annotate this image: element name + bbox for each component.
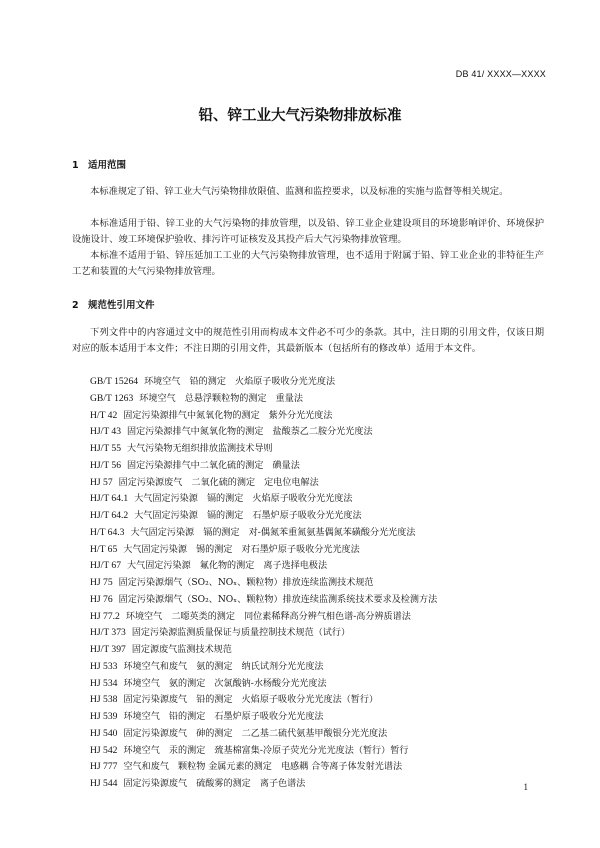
reference-title: 固定污染源排气中二氧化硫的测定 碘量法 <box>127 460 300 471</box>
document-title: 铅、锌工业大气污染物排放标准 <box>198 108 402 124</box>
reference-title: 环境空气 二噁英类的测定 同位素稀释高分辨气相色谱-高分辨质谱法 <box>125 611 411 622</box>
section-1-paragraph-1: 本标准规定了铅、锌工业大气污染物排放限值、监测和监控要求，以及标准的实施与监督等相关规定。 <box>90 186 509 197</box>
reference-code: HJ/T 43 <box>90 426 122 438</box>
section-1-title: 适用范围 <box>88 160 127 171</box>
reference-title: 环境空气 氨的测定 次氯酸钠-水杨酸分光光度法 <box>123 678 327 689</box>
reference-item <box>90 776 550 793</box>
section-1-paragraph-3: 本标准不适用于铅、锌压延加工工业的大气污染物排放管理，也不适用于附属于铅、锌工业企业的非特征生产工艺和装置的大气污染物排放管理。 <box>72 250 544 278</box>
reference-code: HJ 57 <box>90 476 113 488</box>
reference-title: 固定污染源废气 铅的测定 火焰原子吸收分光光度法（暂行） <box>123 695 379 706</box>
reference-code: HJ 538 <box>90 694 118 706</box>
reference-item <box>90 424 550 441</box>
reference-item <box>90 558 550 575</box>
reference-title: 环境空气和废气 氨的测定 纳氏试剂分光光度法 <box>123 661 324 672</box>
reference-title: 固定污染源烟气（SO₂、NOₓ、颗粒物）排放连续监测技术规范 <box>118 578 374 588</box>
reference-title: 大气污染物无组织排放监测技术导则 <box>127 444 273 454</box>
reference-code: HJ 777 <box>90 761 118 773</box>
reference-code: GB/T 15264 <box>90 376 139 387</box>
reference-item <box>90 408 550 425</box>
reference-code: HJ/T 373 <box>90 627 126 639</box>
section-2-number: 2 <box>72 300 79 311</box>
reference-list <box>90 374 550 793</box>
reference-code: HJ 75 <box>90 577 113 588</box>
page-number: 1 <box>523 782 528 792</box>
section-2-heading <box>72 297 155 311</box>
reference-item <box>90 525 550 542</box>
reference-title: 固定污染源烟气（SO₂、NOₓ、颗粒物）排放连续监测系统技术要求及检测方法 <box>118 594 438 605</box>
reference-code: HJ 77.2 <box>90 610 120 622</box>
standard-code: DB 41/ XXXX—XXXX <box>455 69 546 79</box>
reference-item <box>90 676 550 693</box>
reference-code: HJ 540 <box>90 727 118 739</box>
reference-item <box>90 508 550 525</box>
reference-title: 环境空气 铅的测定 火焰原子吸收分光光度法 <box>144 377 336 387</box>
reference-code: HJ/T 55 <box>90 443 122 454</box>
reference-title: 空气和废气 颗粒物 金属元素的测定 电感耦 合等离子体发射光谱法 <box>123 762 403 773</box>
reference-title: 固定污染源废气 砷的测定 二乙基二硫代氨基甲酸银分光光度法 <box>123 728 388 739</box>
reference-item <box>90 441 550 458</box>
reference-title: 固定源废气监测技术规范 <box>131 645 232 655</box>
reference-code: H/T 65 <box>90 543 118 555</box>
reference-title: 大气固定污染源 锡的测定 对石墨炉原子吸收分光光度法 <box>123 544 360 555</box>
reference-code: H/T 64.3 <box>90 526 125 538</box>
section-1-heading <box>72 157 126 171</box>
reference-title: 固定污染源废气 硫酸雾的测定 离子色谱法 <box>123 779 306 789</box>
reference-item <box>90 692 550 709</box>
reference-title: 环境空气 汞的测定 巯基棉富集-冷原子荧光分光光度法（暂行）暂行 <box>123 745 409 756</box>
reference-code: HJ/T 397 <box>90 644 126 655</box>
reference-code: HJ 76 <box>90 593 113 605</box>
reference-code: HJ 533 <box>90 660 118 672</box>
section-2-title: 规范性引用文件 <box>88 300 155 311</box>
reference-title: 固定污染源监测质量保证与质量控制技术规范（试行） <box>131 628 351 639</box>
reference-title: 固定污染源排气中氮氧化物的测定 紫外分光光度法 <box>123 410 333 421</box>
section-2-intro: 下列文件中的内容通过文中的规范性引用而构成本文件必不可少的条款。其中，注日期的引用文件，仅该日期对应的版本适用于本文件；不注日期的引用文件，其最新版本（包括所有的修改单）适用于本文件。 <box>72 327 544 355</box>
reference-code: HJ/T 64.2 <box>90 510 129 521</box>
reference-item <box>90 759 550 776</box>
reference-item <box>90 475 550 492</box>
reference-item <box>90 458 550 475</box>
reference-code: HJ 544 <box>90 778 118 789</box>
reference-title: 大气固定污染源 镉的测定 对-偶氮苯重氮氨基偶氮苯磺酸分光光度法 <box>130 527 416 538</box>
reference-title: 大气固定污染源 镉的测定 石墨炉原子吸收分光光度法 <box>134 511 362 521</box>
section-1-paragraph-2: 本标准适用于铅、锌工业的大气污染物的排放管理，以及铅、锌工业企业建设项目的环境影响评价、环境保护设施设计、竣工环境保护验收、排污许可证核发及其投产后大气污染物排放管理。 <box>72 218 544 246</box>
reference-code: HJ/T 67 <box>90 560 122 572</box>
reference-item <box>90 642 550 659</box>
reference-item <box>90 609 550 626</box>
reference-item <box>90 374 550 391</box>
reference-item <box>90 592 550 609</box>
reference-code: HJ/T 64.1 <box>90 493 129 505</box>
reference-title: 固定污染源废气 二氧化硫的测定 定电位电解法 <box>118 477 319 488</box>
reference-item <box>90 542 550 559</box>
reference-code: HJ 539 <box>90 711 118 722</box>
reference-code: GB/T 1263 <box>90 392 134 404</box>
reference-title: 大气固定污染源 镉的测定 火焰原子吸收分光光度法 <box>134 494 353 505</box>
reference-item <box>90 575 550 592</box>
section-1-number: 1 <box>72 160 79 171</box>
reference-item <box>90 391 550 408</box>
reference-title: 环境空气 铅的测定 石墨炉原子吸收分光光度法 <box>123 712 324 722</box>
reference-code: H/T 42 <box>90 409 118 421</box>
reference-item <box>90 743 550 760</box>
reference-code: HJ 534 <box>90 677 118 689</box>
reference-item <box>90 491 550 508</box>
reference-title: 大气固定污染源 氟化物的测定 离子选择电极法 <box>127 561 328 572</box>
reference-code: HJ/T 56 <box>90 459 122 471</box>
reference-title: 环境空气 总悬浮颗粒物的测定 重量法 <box>139 393 303 404</box>
reference-title: 固定污染源排气中氮氧化物的测定 盐酸萘乙二胺分光光度法 <box>127 427 373 438</box>
reference-code: HJ 542 <box>90 744 118 756</box>
reference-item <box>90 726 550 743</box>
reference-item <box>90 659 550 676</box>
reference-item <box>90 709 550 726</box>
reference-item <box>90 625 550 642</box>
